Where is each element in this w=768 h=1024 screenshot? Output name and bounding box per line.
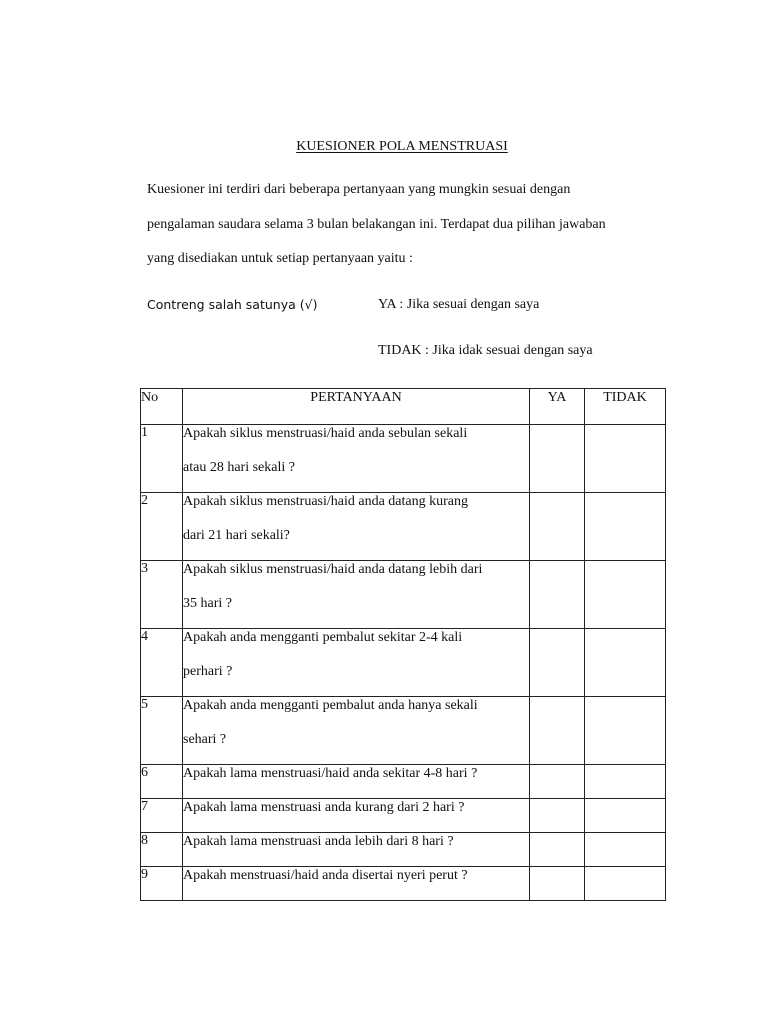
question-text: Apakah anda mengganti pembalut anda hanya sekali — [183, 698, 478, 713]
ya-answer-cell[interactable] — [530, 493, 585, 561]
table-row — [141, 697, 666, 765]
tidak-answer-cell[interactable] — [585, 833, 666, 867]
ya-answer-cell[interactable] — [530, 867, 585, 901]
row-number: 7 — [141, 799, 183, 833]
header-question: PERTANYAAN — [183, 389, 530, 425]
table-row — [141, 629, 666, 697]
table-row — [141, 833, 666, 867]
tidak-answer-cell[interactable] — [585, 799, 666, 833]
intro-line-1: Kuesioner ini terdiri dari beberapa pertanyaan yang mungkin sesuai dengan — [147, 182, 571, 197]
question-text-cont: dari 21 hari sekali? — [183, 528, 290, 543]
tidak-answer-cell[interactable] — [585, 629, 666, 697]
question-text: Apakah siklus menstruasi/haid anda sebulan sekali — [183, 426, 468, 441]
intro-line-2: pengalaman saudara selama 3 bulan belakangan ini. Terdapat dua pilihan jawaban — [147, 217, 606, 232]
question-text: Apakah menstruasi/haid anda disertai nyeri perut ? — [183, 867, 530, 901]
row-number: 6 — [141, 765, 183, 799]
questionnaire-table — [140, 388, 666, 901]
header-tidak: TIDAK — [585, 389, 666, 425]
ya-answer-cell[interactable] — [530, 833, 585, 867]
row-number: 8 — [141, 833, 183, 867]
option-tidak-legend: TIDAK : Jika idak sesuai dengan saya — [378, 343, 593, 358]
tidak-answer-cell[interactable] — [585, 867, 666, 901]
ya-answer-cell[interactable] — [530, 799, 585, 833]
table-header-row — [141, 389, 666, 425]
tidak-answer-cell[interactable] — [585, 425, 666, 493]
ya-answer-cell[interactable] — [530, 697, 585, 765]
header-ya: YA — [530, 389, 585, 425]
question-text: Apakah siklus menstruasi/haid anda datang kurang — [183, 494, 468, 509]
instruction-text: Contreng salah satunya (√) — [147, 297, 318, 312]
question-text-cont: atau 28 hari sekali ? — [183, 460, 295, 475]
question-text: Apakah lama menstruasi anda kurang dari 2 hari ? — [183, 799, 530, 833]
row-number: 5 — [141, 697, 183, 765]
table-row — [141, 765, 666, 799]
table-row — [141, 561, 666, 629]
tidak-answer-cell[interactable] — [585, 561, 666, 629]
option-ya-legend: YA : Jika sesuai dengan saya — [378, 297, 540, 312]
intro-line-3: yang disediakan untuk setiap pertanyaan yaitu : — [147, 251, 413, 266]
tidak-answer-cell[interactable] — [585, 697, 666, 765]
table-row — [141, 799, 666, 833]
tidak-answer-cell[interactable] — [585, 765, 666, 799]
question-cell — [183, 697, 530, 765]
question-text: Apakah siklus menstruasi/haid anda datang lebih dari — [183, 562, 483, 577]
question-text-cont: sehari ? — [183, 732, 227, 747]
tidak-answer-cell[interactable] — [585, 493, 666, 561]
ya-answer-cell[interactable] — [530, 561, 585, 629]
question-text: Apakah lama menstruasi/haid anda sekitar 4-8 hari ? — [183, 765, 530, 799]
header-no: No — [141, 389, 183, 425]
question-cell — [183, 493, 530, 561]
question-text: Apakah lama menstruasi anda lebih dari 8 hari ? — [183, 833, 530, 867]
ya-answer-cell[interactable] — [530, 425, 585, 493]
row-number: 9 — [141, 867, 183, 901]
ya-answer-cell[interactable] — [530, 629, 585, 697]
question-text: Apakah anda mengganti pembalut sekitar 2-4 kali — [183, 630, 463, 645]
table-row — [141, 493, 666, 561]
question-cell — [183, 629, 530, 697]
question-cell — [183, 561, 530, 629]
row-number: 4 — [141, 629, 183, 697]
question-text-cont: perhari ? — [183, 664, 233, 679]
row-number: 2 — [141, 493, 183, 561]
ya-answer-cell[interactable] — [530, 765, 585, 799]
table-row — [141, 425, 666, 493]
document-title: KUESIONER POLA MENSTRUASI — [296, 139, 508, 154]
question-cell — [183, 425, 530, 493]
question-text-cont: 35 hari ? — [183, 596, 232, 611]
table-row — [141, 867, 666, 901]
row-number: 3 — [141, 561, 183, 629]
row-number: 1 — [141, 425, 183, 493]
